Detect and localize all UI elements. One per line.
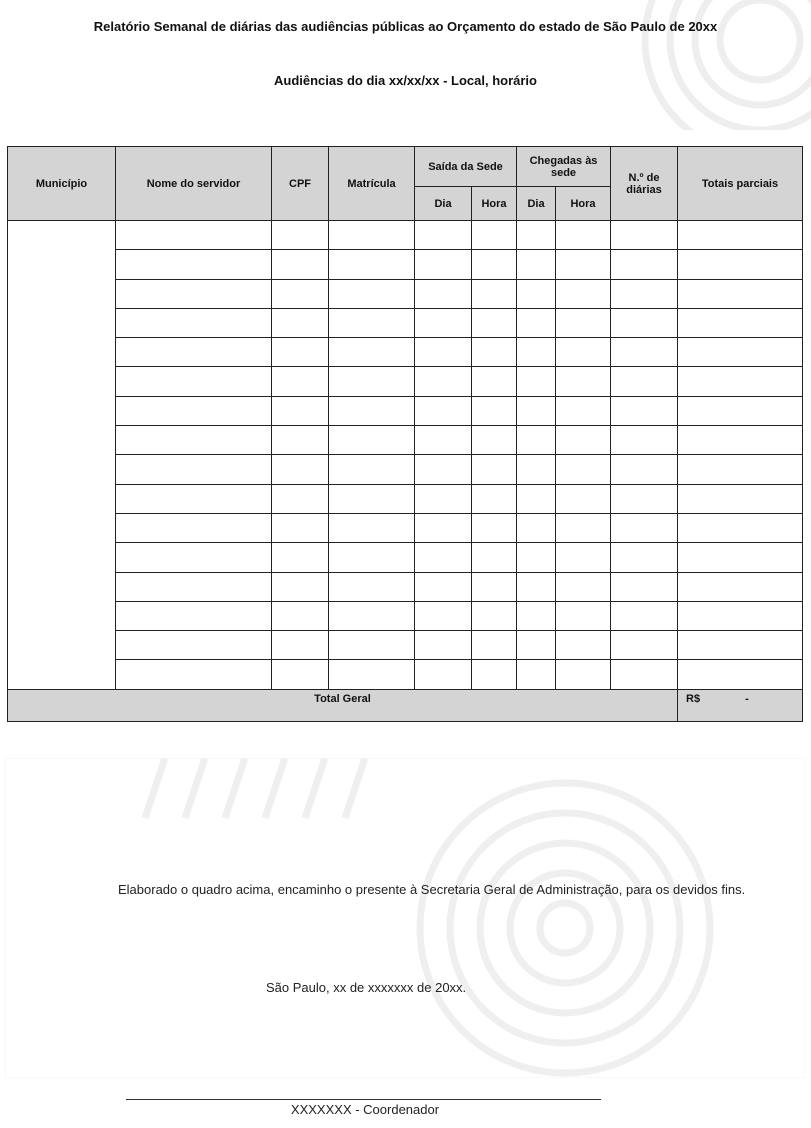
table-cell[interactable]: [556, 308, 611, 337]
table-cell[interactable]: [611, 367, 678, 396]
table-cell[interactable]: [472, 426, 517, 455]
table-cell[interactable]: [329, 572, 415, 601]
table-cell[interactable]: [272, 455, 329, 484]
table-cell[interactable]: [472, 631, 517, 660]
table-cell[interactable]: [272, 396, 329, 425]
table-row: [8, 250, 803, 279]
table-cell[interactable]: [556, 455, 611, 484]
signature-line: [126, 1099, 601, 1100]
table-cell[interactable]: [329, 543, 415, 572]
table-cell[interactable]: [329, 455, 415, 484]
header-chegada-hora: Hora: [556, 187, 611, 221]
table-cell[interactable]: [472, 221, 517, 250]
table-cell[interactable]: [678, 601, 803, 630]
table-cell[interactable]: [556, 250, 611, 279]
table-cell[interactable]: [517, 572, 556, 601]
table-cell[interactable]: [415, 484, 472, 513]
table-cell[interactable]: [517, 367, 556, 396]
table-cell[interactable]: [116, 338, 272, 367]
table-cell[interactable]: [329, 221, 415, 250]
table-cell[interactable]: [415, 426, 472, 455]
table-cell[interactable]: [415, 631, 472, 660]
table-cell[interactable]: [272, 221, 329, 250]
table-cell[interactable]: [116, 250, 272, 279]
table-cell[interactable]: [415, 543, 472, 572]
table-row: [8, 367, 803, 396]
header-chegada-dia: Dia: [517, 187, 556, 221]
table-cell[interactable]: [517, 455, 556, 484]
table-cell[interactable]: [556, 572, 611, 601]
currency-symbol: R$: [686, 692, 701, 705]
table-cell[interactable]: [272, 572, 329, 601]
place-date: São Paulo, xx de xxxxxxx de 20xx.: [266, 980, 467, 995]
table-cell[interactable]: [415, 367, 472, 396]
table-row: [8, 426, 803, 455]
table-cell[interactable]: [556, 660, 611, 689]
table-cell[interactable]: [556, 279, 611, 308]
table-cell[interactable]: [517, 543, 556, 572]
table-cell[interactable]: [415, 308, 472, 337]
table-cell[interactable]: [517, 338, 556, 367]
table-row: [8, 513, 803, 542]
table-cell[interactable]: [517, 279, 556, 308]
total-geral-label: Total Geral: [8, 689, 678, 721]
total-geral-value: [678, 689, 803, 721]
table-cell[interactable]: [611, 513, 678, 542]
table-cell[interactable]: [611, 543, 678, 572]
table-cell[interactable]: [272, 601, 329, 630]
daily-allowance-table: [7, 146, 803, 722]
table-cell[interactable]: [556, 338, 611, 367]
table-cell[interactable]: [678, 279, 803, 308]
table-row: [8, 338, 803, 367]
table-cell[interactable]: [678, 250, 803, 279]
forwarding-paragraph: Elaborado o quadro acima, encaminho o presente à Secretaria Geral de Administração, para os devidos fins.: [118, 882, 746, 897]
table-cell[interactable]: [556, 484, 611, 513]
table-cell[interactable]: [415, 660, 472, 689]
table-cell[interactable]: [272, 631, 329, 660]
table-cell[interactable]: [329, 250, 415, 279]
table-cell[interactable]: [415, 221, 472, 250]
table-cell[interactable]: [415, 338, 472, 367]
header-nome-servidor: Nome do servidor: [116, 147, 272, 221]
table-cell[interactable]: [272, 338, 329, 367]
table-cell[interactable]: [517, 308, 556, 337]
table-cell[interactable]: [678, 484, 803, 513]
table-cell[interactable]: [678, 308, 803, 337]
table-cell[interactable]: [272, 279, 329, 308]
header-totais-parciais: Totais parciais: [678, 147, 803, 221]
table-row: [8, 279, 803, 308]
table-cell[interactable]: [116, 660, 272, 689]
table-cell[interactable]: [472, 455, 517, 484]
table-row: [8, 221, 803, 250]
cell-municipio[interactable]: [8, 221, 116, 690]
table-cell[interactable]: [415, 572, 472, 601]
table-cell[interactable]: [472, 308, 517, 337]
table-cell[interactable]: [272, 543, 329, 572]
table-cell[interactable]: [116, 543, 272, 572]
table-cell[interactable]: [678, 221, 803, 250]
table-cell[interactable]: [415, 513, 472, 542]
header-matricula: Matrícula: [329, 147, 415, 221]
table-row: [8, 308, 803, 337]
table-cell[interactable]: [116, 367, 272, 396]
table-cell[interactable]: [611, 279, 678, 308]
signature-name: XXXXXXX - Coordenador: [290, 1102, 440, 1117]
table-cell[interactable]: [678, 513, 803, 542]
table-cell[interactable]: [678, 338, 803, 367]
table-cell[interactable]: [329, 513, 415, 542]
table-cell[interactable]: [517, 484, 556, 513]
table-cell[interactable]: [472, 396, 517, 425]
table-cell[interactable]: [556, 426, 611, 455]
table-cell[interactable]: [517, 250, 556, 279]
table-row: [8, 601, 803, 630]
table-cell[interactable]: [611, 308, 678, 337]
table-cell[interactable]: [272, 426, 329, 455]
table-cell[interactable]: [517, 426, 556, 455]
report-subtitle: Audiências do dia xx/xx/xx - Local, horário: [274, 73, 537, 88]
table-cell[interactable]: [611, 484, 678, 513]
table-cell[interactable]: [116, 396, 272, 425]
table-cell[interactable]: [678, 543, 803, 572]
table-cell[interactable]: [415, 396, 472, 425]
table-cell[interactable]: [472, 543, 517, 572]
table-cell[interactable]: [329, 631, 415, 660]
table-cell[interactable]: [272, 250, 329, 279]
table-row: [8, 660, 803, 689]
table-cell[interactable]: [556, 513, 611, 542]
table-cell[interactable]: [611, 572, 678, 601]
header-saida-sede: Saída da Sede: [415, 147, 517, 187]
header-saida-dia: Dia: [415, 187, 472, 221]
table-cell[interactable]: [678, 631, 803, 660]
table-cell[interactable]: [517, 396, 556, 425]
table-cell[interactable]: [678, 660, 803, 689]
table-cell[interactable]: [611, 250, 678, 279]
table-row: [8, 396, 803, 425]
table-cell[interactable]: [517, 631, 556, 660]
table-cell[interactable]: [116, 221, 272, 250]
table-cell[interactable]: [678, 396, 803, 425]
table-cell[interactable]: [472, 250, 517, 279]
watermark-logo: [5, 758, 805, 1078]
table-cell[interactable]: [329, 426, 415, 455]
table-cell[interactable]: [556, 396, 611, 425]
table-cell[interactable]: [116, 484, 272, 513]
table-cell[interactable]: [272, 367, 329, 396]
table-cell[interactable]: [472, 338, 517, 367]
table-cell[interactable]: [611, 631, 678, 660]
table-cell[interactable]: [415, 250, 472, 279]
table-cell[interactable]: [272, 484, 329, 513]
table-cell[interactable]: [611, 455, 678, 484]
table-cell[interactable]: [556, 367, 611, 396]
table-cell[interactable]: [556, 631, 611, 660]
table-cell[interactable]: [415, 279, 472, 308]
table-cell[interactable]: [329, 308, 415, 337]
table-cell[interactable]: [116, 308, 272, 337]
table-cell[interactable]: [116, 455, 272, 484]
table-cell[interactable]: [517, 601, 556, 630]
table-cell[interactable]: [272, 513, 329, 542]
table-cell[interactable]: [472, 513, 517, 542]
table-cell[interactable]: [611, 221, 678, 250]
report-title: Relatório Semanal de diárias das audiências públicas ao Orçamento do estado de São Paulo de 20xx: [93, 19, 718, 34]
table-cell[interactable]: [472, 660, 517, 689]
table-cell[interactable]: [329, 660, 415, 689]
table-cell[interactable]: [116, 426, 272, 455]
table-cell[interactable]: [678, 572, 803, 601]
header-municipio: Município: [8, 147, 116, 221]
total-amount: -: [745, 692, 749, 705]
table-cell[interactable]: [415, 455, 472, 484]
table-row: [8, 543, 803, 572]
table-cell[interactable]: [272, 660, 329, 689]
table-cell[interactable]: [116, 601, 272, 630]
table-cell[interactable]: [415, 601, 472, 630]
table-cell[interactable]: [556, 601, 611, 630]
table-cell[interactable]: [678, 367, 803, 396]
table-cell[interactable]: [329, 367, 415, 396]
table-cell[interactable]: [329, 601, 415, 630]
table-cell[interactable]: [678, 455, 803, 484]
table-cell[interactable]: [329, 279, 415, 308]
table-row: [8, 631, 803, 660]
table-cell[interactable]: [116, 572, 272, 601]
table-cell[interactable]: [611, 601, 678, 630]
header-chegada-sede: Chegadas às sede: [517, 147, 611, 187]
table-cell[interactable]: [611, 426, 678, 455]
table-cell[interactable]: [329, 396, 415, 425]
table-cell[interactable]: [472, 601, 517, 630]
table-row: [8, 572, 803, 601]
table-cell[interactable]: [472, 572, 517, 601]
table-cell[interactable]: [517, 221, 556, 250]
table-cell[interactable]: [472, 279, 517, 308]
table-cell[interactable]: [611, 660, 678, 689]
table-cell[interactable]: [517, 513, 556, 542]
table-cell[interactable]: [116, 513, 272, 542]
table-cell[interactable]: [611, 396, 678, 425]
header-numero-diarias: N.º de diárias: [611, 147, 678, 221]
table-cell[interactable]: [472, 367, 517, 396]
table-cell[interactable]: [556, 221, 611, 250]
table-cell[interactable]: [272, 308, 329, 337]
table-cell[interactable]: [517, 660, 556, 689]
table-cell[interactable]: [678, 426, 803, 455]
table-cell[interactable]: [116, 279, 272, 308]
table-cell[interactable]: [329, 338, 415, 367]
table-cell[interactable]: [116, 631, 272, 660]
table-row: [8, 484, 803, 513]
header-cpf: CPF: [272, 147, 329, 221]
table-cell[interactable]: [556, 543, 611, 572]
table-cell[interactable]: [611, 338, 678, 367]
header-saida-hora: Hora: [472, 187, 517, 221]
table-row: [8, 455, 803, 484]
table-cell[interactable]: [472, 484, 517, 513]
table-cell[interactable]: [329, 484, 415, 513]
